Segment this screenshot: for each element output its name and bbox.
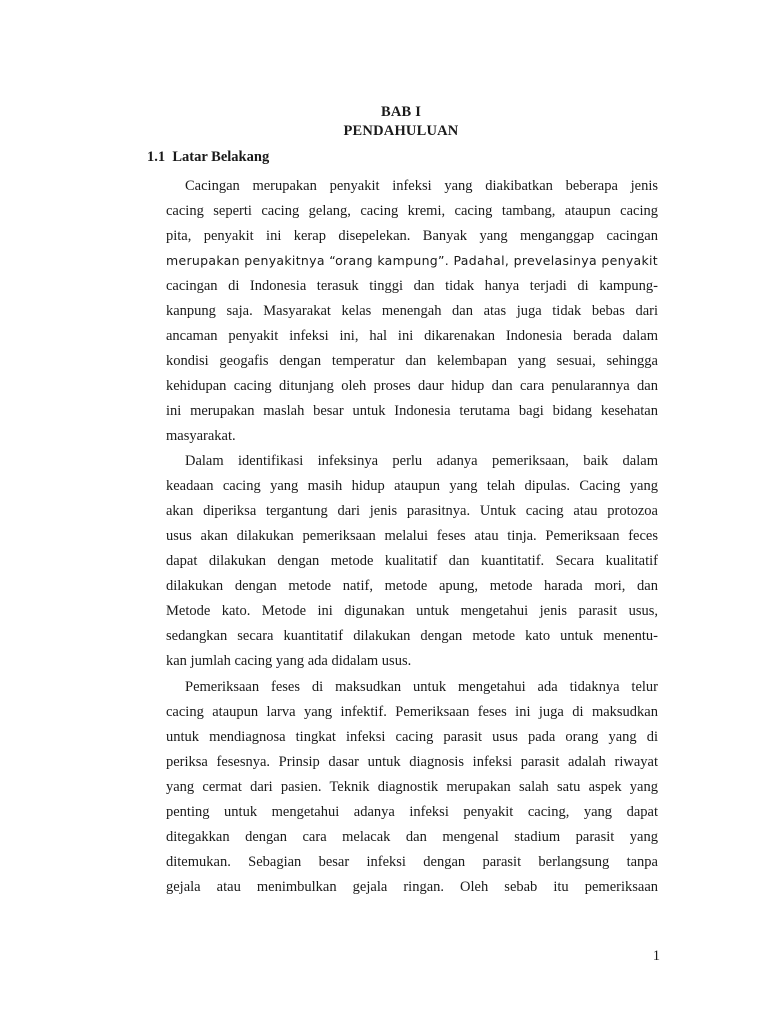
page-number: 1 xyxy=(652,948,660,964)
text-line: ditemukan. Sebagian besar infeksi dengan parasit berlangsung tanpa xyxy=(166,854,658,870)
chapter-title: PENDAHULUAN xyxy=(343,123,459,139)
text-line: kanpung saja. Masyarakat kelas menengah dan atas juga tidak bebas dari xyxy=(166,303,658,319)
text-line: keadaan cacing yang masih hidup ataupun yang telah dipulas. Cacing yang xyxy=(166,478,658,494)
text-line: akan diperiksa tergantung dari jenis parasitnya. Untuk cacing atau protozoa xyxy=(166,503,658,519)
text-line: periksa fesesnya. Prinsip dasar untuk diagnosis infeksi parasit adalah riwayat xyxy=(166,754,658,770)
text-line: kondisi geogafis dengan temperatur dan kelembapan yang sesuai, sehingga xyxy=(166,353,658,369)
chapter-label: BAB I xyxy=(380,104,422,120)
text-line: Cacingan merupakan penyakit infeksi yang diakibatkan beberapa jenis xyxy=(185,178,658,194)
text-line: untuk mendiagnosa tingkat infeksi cacing parasit usus pada orang yang di xyxy=(166,729,658,745)
text-line: yang cermat dari pasien. Teknik diagnostik merupakan salah satu aspek yang xyxy=(166,779,658,795)
text-line: dilakukan dengan metode natif, metode apung, metode harada mori, dan xyxy=(166,578,658,594)
text-line: kehidupan cacing ditunjang oleh proses daur hidup dan cara penularannya dan xyxy=(166,378,658,394)
text-line: ini merupakan maslah besar untuk Indonesia terutama bagi bidang kesehatan xyxy=(166,403,658,419)
text-line: Pemeriksaan feses di maksudkan untuk mengetahui ada tidaknya telur xyxy=(185,679,658,695)
text-line: penting untuk mengetahui adanya infeksi penyakit cacing, yang dapat xyxy=(166,804,658,820)
text-line: merupakan penyakitnya “orang kampung”. Padahal, prevelasinya penyakit xyxy=(166,253,658,268)
text-line: cacing seperti cacing gelang, cacing kremi, cacing tambang, ataupun cacing xyxy=(166,203,658,219)
text-line: cacingan di Indonesia terasuk tinggi dan tidak hanya terjadi di kampung- xyxy=(166,278,658,294)
text-line: masyarakat. xyxy=(166,428,236,444)
text-line: ditegakkan dengan cara melacak dan mengenal stadium parasit yang xyxy=(166,829,658,845)
text-line: sedangkan secara kuantitatif dilakukan dengan metode kato untuk menentu- xyxy=(166,628,658,644)
text-line: Metode kato. Metode ini digunakan untuk mengetahui jenis parasit usus, xyxy=(166,603,658,619)
text-line: kan jumlah cacing yang ada didalam usus. xyxy=(166,653,412,669)
text-line: pita, penyakit ini kerap disepelekan. Banyak yang menganggap cacingan xyxy=(166,228,658,244)
section-title: 1.1 Latar Belakang xyxy=(147,149,270,165)
text-line: cacing ataupun larva yang infektif. Pemeriksaan feses ini juga di maksudkan xyxy=(166,704,658,720)
text-line: ancaman penyakit infeksi ini, hal ini dikarenakan Indonesia berada dalam xyxy=(166,328,658,344)
text-line: gejala atau menimbulkan gejala ringan. Oleh sebab itu pemeriksaan xyxy=(166,879,658,895)
text-line: Dalam identifikasi infeksinya perlu adanya pemeriksaan, baik dalam xyxy=(185,453,658,469)
text-line: usus akan dilakukan pemeriksaan melalui feses atau tinja. Pemeriksaan feces xyxy=(166,528,658,544)
text-line: dapat dilakukan dengan metode kualitatif dan kuantitatif. Secara kualitatif xyxy=(166,553,658,569)
